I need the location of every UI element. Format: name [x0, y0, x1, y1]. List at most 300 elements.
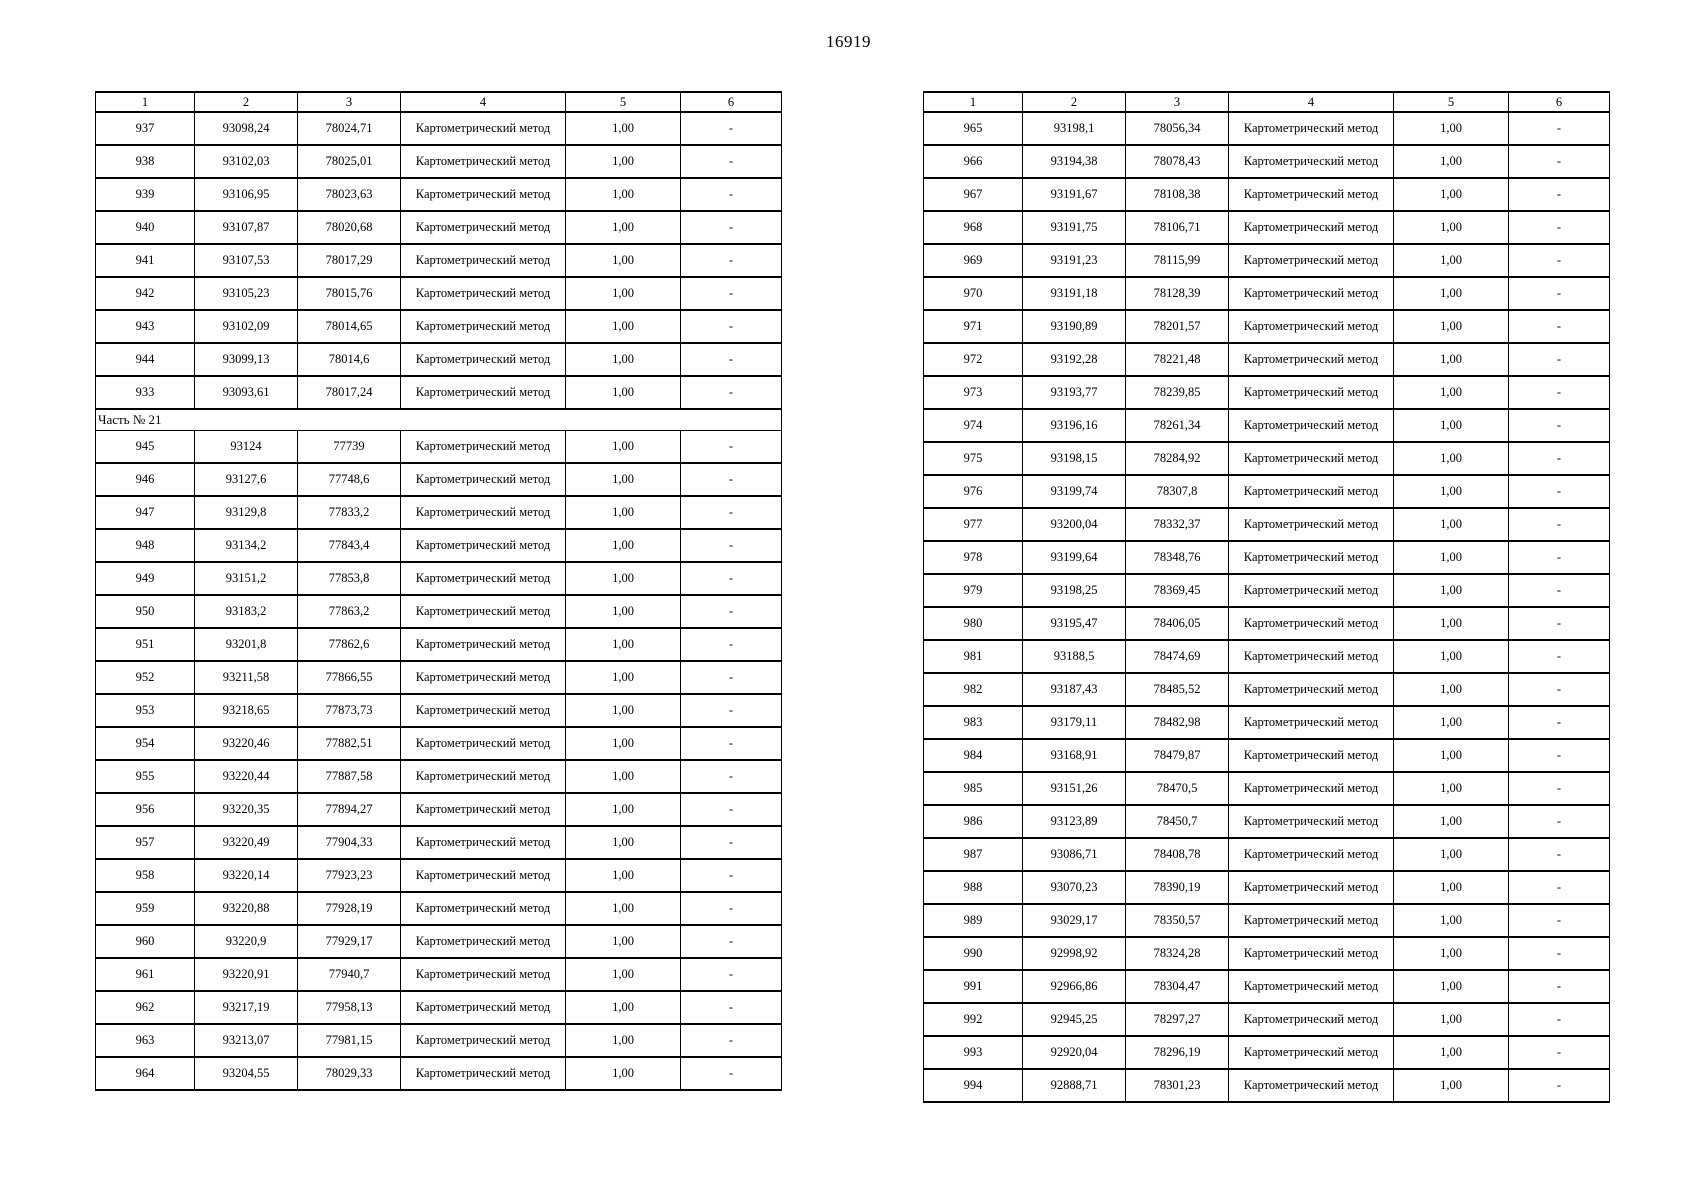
method-cell: Картометрический метод — [1229, 112, 1394, 145]
accuracy-cell: 1,00 — [566, 211, 681, 244]
column-header: 1 — [96, 92, 195, 112]
description-cell: - — [1509, 673, 1610, 706]
point-number-cell: 945 — [96, 431, 195, 464]
table-row — [96, 1024, 782, 1057]
table-row — [924, 937, 1610, 970]
x-coordinate-cell: 93220,44 — [195, 760, 298, 793]
point-number-cell: 983 — [924, 706, 1023, 739]
y-coordinate-cell: 78284,92 — [1126, 442, 1229, 475]
description-cell: - — [681, 343, 782, 376]
page-number: 16919 — [826, 32, 871, 51]
method-cell: Картометрический метод — [1229, 475, 1394, 508]
description-cell: - — [1509, 871, 1610, 904]
accuracy-cell: 1,00 — [566, 145, 681, 178]
y-coordinate-cell: 78479,87 — [1126, 739, 1229, 772]
x-coordinate-cell: 93102,03 — [195, 145, 298, 178]
table-row — [96, 310, 782, 343]
y-coordinate-cell: 77929,17 — [298, 925, 401, 958]
accuracy-cell: 1,00 — [1394, 739, 1509, 772]
description-cell: - — [1509, 640, 1610, 673]
point-number-cell: 965 — [924, 112, 1023, 145]
table-row — [96, 661, 782, 694]
description-cell: - — [1509, 1069, 1610, 1102]
table-row — [96, 925, 782, 958]
x-coordinate-cell: 93199,74 — [1023, 475, 1126, 508]
x-coordinate-cell: 93107,87 — [195, 211, 298, 244]
method-cell: Картометрический метод — [1229, 1003, 1394, 1036]
method-cell: Картометрический метод — [1229, 706, 1394, 739]
description-cell: - — [1509, 970, 1610, 1003]
method-cell: Картометрический метод — [401, 145, 566, 178]
x-coordinate-cell: 93217,19 — [195, 991, 298, 1024]
point-number-cell: 969 — [924, 244, 1023, 277]
table-row — [924, 409, 1610, 442]
description-cell: - — [1509, 805, 1610, 838]
accuracy-cell: 1,00 — [566, 661, 681, 694]
description-cell: - — [681, 760, 782, 793]
description-cell: - — [1509, 1036, 1610, 1069]
method-cell: Картометрический метод — [1229, 1036, 1394, 1069]
y-coordinate-cell: 78078,43 — [1126, 145, 1229, 178]
y-coordinate-cell: 77863,2 — [298, 595, 401, 628]
method-cell: Картометрический метод — [1229, 541, 1394, 574]
description-cell: - — [681, 376, 782, 409]
description-cell: - — [681, 925, 782, 958]
method-cell: Картометрический метод — [1229, 508, 1394, 541]
method-cell: Картометрический метод — [1229, 244, 1394, 277]
y-coordinate-cell: 77853,8 — [298, 562, 401, 595]
point-number-cell: 985 — [924, 772, 1023, 805]
table-row — [96, 1057, 782, 1090]
y-coordinate-cell: 77862,6 — [298, 628, 401, 661]
x-coordinate-cell: 92920,04 — [1023, 1036, 1126, 1069]
table-row — [924, 1036, 1610, 1069]
point-number-cell: 968 — [924, 211, 1023, 244]
method-cell: Картометрический метод — [401, 859, 566, 892]
accuracy-cell: 1,00 — [566, 628, 681, 661]
description-cell: - — [681, 496, 782, 529]
method-cell: Картометрический метод — [401, 310, 566, 343]
point-number-cell: 975 — [924, 442, 1023, 475]
y-coordinate-cell: 77882,51 — [298, 727, 401, 760]
description-cell: - — [1509, 607, 1610, 640]
point-number-cell: 987 — [924, 838, 1023, 871]
method-cell: Картометрический метод — [401, 562, 566, 595]
point-number-cell: 966 — [924, 145, 1023, 178]
table-row — [924, 805, 1610, 838]
method-cell: Картометрический метод — [1229, 904, 1394, 937]
accuracy-cell: 1,00 — [1394, 211, 1509, 244]
section-label: Часть № 21 — [96, 409, 782, 431]
column-header: 2 — [1023, 92, 1126, 112]
accuracy-cell: 1,00 — [566, 244, 681, 277]
method-cell: Картометрический метод — [401, 661, 566, 694]
method-cell: Картометрический метод — [401, 760, 566, 793]
method-cell: Картометрический метод — [401, 826, 566, 859]
table-row — [924, 376, 1610, 409]
table-row — [96, 958, 782, 991]
method-cell: Картометрический метод — [1229, 739, 1394, 772]
description-cell: - — [681, 958, 782, 991]
table-row — [96, 694, 782, 727]
point-number-cell: 977 — [924, 508, 1023, 541]
description-cell: - — [681, 463, 782, 496]
description-cell: - — [1509, 475, 1610, 508]
table-row — [96, 343, 782, 376]
point-number-cell: 939 — [96, 178, 195, 211]
description-cell: - — [681, 562, 782, 595]
y-coordinate-cell: 78324,28 — [1126, 937, 1229, 970]
y-coordinate-cell: 78307,8 — [1126, 475, 1229, 508]
y-coordinate-cell: 77940,7 — [298, 958, 401, 991]
y-coordinate-cell: 78297,27 — [1126, 1003, 1229, 1036]
table-row — [924, 574, 1610, 607]
table-row — [96, 595, 782, 628]
column-header: 5 — [566, 92, 681, 112]
description-cell: - — [681, 244, 782, 277]
table-row — [96, 277, 782, 310]
column-header: 1 — [924, 92, 1023, 112]
table-row — [96, 463, 782, 496]
y-coordinate-cell: 78296,19 — [1126, 1036, 1229, 1069]
table-row — [96, 727, 782, 760]
method-cell: Картометрический метод — [401, 925, 566, 958]
method-cell: Картометрический метод — [401, 529, 566, 562]
x-coordinate-cell: 93070,23 — [1023, 871, 1126, 904]
method-cell: Картометрический метод — [1229, 145, 1394, 178]
table-row — [96, 145, 782, 178]
description-cell: - — [1509, 343, 1610, 376]
x-coordinate-cell: 93179,11 — [1023, 706, 1126, 739]
table-row — [924, 607, 1610, 640]
accuracy-cell: 1,00 — [566, 1024, 681, 1057]
description-cell: - — [1509, 211, 1610, 244]
description-cell: - — [1509, 541, 1610, 574]
accuracy-cell: 1,00 — [1394, 310, 1509, 343]
table-row — [924, 310, 1610, 343]
accuracy-cell: 1,00 — [1394, 1036, 1509, 1069]
table-row — [924, 442, 1610, 475]
x-coordinate-cell: 93105,23 — [195, 277, 298, 310]
point-number-cell: 953 — [96, 694, 195, 727]
description-cell: - — [1509, 904, 1610, 937]
column-header: 4 — [1229, 92, 1394, 112]
x-coordinate-cell: 93220,35 — [195, 793, 298, 826]
method-cell: Картометрический метод — [1229, 211, 1394, 244]
x-coordinate-cell: 93107,53 — [195, 244, 298, 277]
point-number-cell: 964 — [96, 1057, 195, 1090]
x-coordinate-cell: 93220,14 — [195, 859, 298, 892]
x-coordinate-cell: 93191,67 — [1023, 178, 1126, 211]
accuracy-cell: 1,00 — [566, 310, 681, 343]
point-number-cell: 974 — [924, 409, 1023, 442]
description-cell: - — [681, 277, 782, 310]
method-cell: Картометрический метод — [401, 112, 566, 145]
accuracy-cell: 1,00 — [566, 1057, 681, 1090]
method-cell: Картометрический метод — [1229, 805, 1394, 838]
x-coordinate-cell: 93086,71 — [1023, 838, 1126, 871]
description-cell: - — [1509, 508, 1610, 541]
y-coordinate-cell: 78029,33 — [298, 1057, 401, 1090]
description-cell: - — [681, 178, 782, 211]
table-row — [96, 760, 782, 793]
method-cell: Картометрический метод — [401, 1057, 566, 1090]
method-cell: Картометрический метод — [1229, 970, 1394, 1003]
method-cell: Картометрический метод — [1229, 772, 1394, 805]
x-coordinate-cell: 93191,18 — [1023, 277, 1126, 310]
x-coordinate-cell: 93201,8 — [195, 628, 298, 661]
x-coordinate-cell: 93193,77 — [1023, 376, 1126, 409]
description-cell: - — [681, 892, 782, 925]
table-row — [96, 826, 782, 859]
accuracy-cell: 1,00 — [1394, 112, 1509, 145]
point-number-cell: 941 — [96, 244, 195, 277]
point-number-cell: 979 — [924, 574, 1023, 607]
method-cell: Картометрический метод — [401, 991, 566, 1024]
description-cell: - — [681, 529, 782, 562]
method-cell: Картометрический метод — [1229, 640, 1394, 673]
method-cell: Картометрический метод — [1229, 343, 1394, 376]
x-coordinate-cell: 93195,47 — [1023, 607, 1126, 640]
y-coordinate-cell: 78015,76 — [298, 277, 401, 310]
y-coordinate-cell: 78408,78 — [1126, 838, 1229, 871]
y-coordinate-cell: 77904,33 — [298, 826, 401, 859]
method-cell: Картометрический метод — [1229, 937, 1394, 970]
accuracy-cell: 1,00 — [566, 694, 681, 727]
point-number-cell: 984 — [924, 739, 1023, 772]
point-number-cell: 937 — [96, 112, 195, 145]
point-number-cell: 980 — [924, 607, 1023, 640]
point-number-cell: 933 — [96, 376, 195, 409]
point-number-cell: 976 — [924, 475, 1023, 508]
x-coordinate-cell: 93196,16 — [1023, 409, 1126, 442]
method-cell: Картометрический метод — [401, 892, 566, 925]
coordinates-table-right — [923, 91, 1610, 1103]
table-row — [96, 211, 782, 244]
table-row — [924, 904, 1610, 937]
y-coordinate-cell: 78108,38 — [1126, 178, 1229, 211]
description-cell: - — [1509, 409, 1610, 442]
method-cell: Картометрический метод — [1229, 376, 1394, 409]
method-cell: Картометрический метод — [1229, 607, 1394, 640]
x-coordinate-cell: 92998,92 — [1023, 937, 1126, 970]
point-number-cell: 963 — [96, 1024, 195, 1057]
accuracy-cell: 1,00 — [1394, 706, 1509, 739]
method-cell: Картометрический метод — [401, 595, 566, 628]
accuracy-cell: 1,00 — [1394, 1069, 1509, 1102]
method-cell: Картометрический метод — [401, 463, 566, 496]
y-coordinate-cell: 77923,23 — [298, 859, 401, 892]
x-coordinate-cell: 93129,8 — [195, 496, 298, 529]
y-coordinate-cell: 78348,76 — [1126, 541, 1229, 574]
point-number-cell: 972 — [924, 343, 1023, 376]
y-coordinate-cell: 78369,45 — [1126, 574, 1229, 607]
column-header: 5 — [1394, 92, 1509, 112]
description-cell: - — [1509, 310, 1610, 343]
x-coordinate-cell: 93106,95 — [195, 178, 298, 211]
y-coordinate-cell: 78014,6 — [298, 343, 401, 376]
point-number-cell: 943 — [96, 310, 195, 343]
method-cell: Картометрический метод — [401, 793, 566, 826]
accuracy-cell: 1,00 — [566, 431, 681, 464]
method-cell: Картометрический метод — [1229, 178, 1394, 211]
point-number-cell: 958 — [96, 859, 195, 892]
method-cell: Картометрический метод — [401, 277, 566, 310]
point-number-cell: 970 — [924, 277, 1023, 310]
y-coordinate-cell: 78406,05 — [1126, 607, 1229, 640]
table-row — [924, 475, 1610, 508]
description-cell: - — [681, 628, 782, 661]
y-coordinate-cell: 78470,5 — [1126, 772, 1229, 805]
point-number-cell: 959 — [96, 892, 195, 925]
table-row — [924, 178, 1610, 211]
accuracy-cell: 1,00 — [566, 178, 681, 211]
x-coordinate-cell: 93102,09 — [195, 310, 298, 343]
description-cell: - — [1509, 112, 1610, 145]
column-header: 3 — [1126, 92, 1229, 112]
method-cell: Картометрический метод — [1229, 277, 1394, 310]
table-row — [96, 793, 782, 826]
y-coordinate-cell: 78474,69 — [1126, 640, 1229, 673]
point-number-cell: 967 — [924, 178, 1023, 211]
y-coordinate-cell: 77748,6 — [298, 463, 401, 496]
y-coordinate-cell: 77981,15 — [298, 1024, 401, 1057]
accuracy-cell: 1,00 — [566, 958, 681, 991]
y-coordinate-cell: 78301,23 — [1126, 1069, 1229, 1102]
description-cell: - — [681, 859, 782, 892]
description-cell: - — [681, 431, 782, 464]
method-cell: Картометрический метод — [401, 496, 566, 529]
column-header: 4 — [401, 92, 566, 112]
accuracy-cell: 1,00 — [1394, 442, 1509, 475]
accuracy-cell: 1,00 — [1394, 541, 1509, 574]
description-cell: - — [681, 595, 782, 628]
x-coordinate-cell: 93188,5 — [1023, 640, 1126, 673]
description-cell: - — [1509, 838, 1610, 871]
description-cell: - — [681, 793, 782, 826]
accuracy-cell: 1,00 — [1394, 1003, 1509, 1036]
y-coordinate-cell: 78390,19 — [1126, 871, 1229, 904]
y-coordinate-cell: 78024,71 — [298, 112, 401, 145]
table-row — [96, 628, 782, 661]
x-coordinate-cell: 93134,2 — [195, 529, 298, 562]
description-cell: - — [681, 211, 782, 244]
y-coordinate-cell: 77894,27 — [298, 793, 401, 826]
table-row — [924, 112, 1610, 145]
column-header: 6 — [1509, 92, 1610, 112]
point-number-cell: 960 — [96, 925, 195, 958]
accuracy-cell: 1,00 — [1394, 805, 1509, 838]
coordinates-table-left — [95, 91, 782, 1091]
table-row — [924, 343, 1610, 376]
point-number-cell: 961 — [96, 958, 195, 991]
table-row — [924, 211, 1610, 244]
point-number-cell: 994 — [924, 1069, 1023, 1102]
x-coordinate-cell: 92966,86 — [1023, 970, 1126, 1003]
x-coordinate-cell: 93127,6 — [195, 463, 298, 496]
column-header: 2 — [195, 92, 298, 112]
table-row — [96, 431, 782, 464]
x-coordinate-cell: 93191,75 — [1023, 211, 1126, 244]
method-cell: Картометрический метод — [1229, 442, 1394, 475]
x-coordinate-cell: 93151,2 — [195, 562, 298, 595]
x-coordinate-cell: 92888,71 — [1023, 1069, 1126, 1102]
x-coordinate-cell: 93198,25 — [1023, 574, 1126, 607]
accuracy-cell: 1,00 — [566, 760, 681, 793]
accuracy-cell: 1,00 — [566, 112, 681, 145]
description-cell: - — [1509, 145, 1610, 178]
table-row — [924, 838, 1610, 871]
table-row — [924, 706, 1610, 739]
x-coordinate-cell: 93198,1 — [1023, 112, 1126, 145]
point-number-cell: 988 — [924, 871, 1023, 904]
table-row — [924, 772, 1610, 805]
accuracy-cell: 1,00 — [1394, 178, 1509, 211]
x-coordinate-cell: 93220,49 — [195, 826, 298, 859]
y-coordinate-cell: 77843,4 — [298, 529, 401, 562]
section-row — [96, 409, 782, 431]
y-coordinate-cell: 78201,57 — [1126, 310, 1229, 343]
point-number-cell: 948 — [96, 529, 195, 562]
point-number-cell: 957 — [96, 826, 195, 859]
table-row — [96, 562, 782, 595]
point-number-cell: 982 — [924, 673, 1023, 706]
accuracy-cell: 1,00 — [566, 277, 681, 310]
column-header: 6 — [681, 92, 782, 112]
table-row — [924, 871, 1610, 904]
method-cell: Картометрический метод — [1229, 574, 1394, 607]
accuracy-cell: 1,00 — [1394, 277, 1509, 310]
accuracy-cell: 1,00 — [566, 925, 681, 958]
accuracy-cell: 1,00 — [566, 562, 681, 595]
accuracy-cell: 1,00 — [1394, 838, 1509, 871]
x-coordinate-cell: 93093,61 — [195, 376, 298, 409]
accuracy-cell: 1,00 — [1394, 904, 1509, 937]
table-row — [96, 496, 782, 529]
x-coordinate-cell: 93200,04 — [1023, 508, 1126, 541]
x-coordinate-cell: 93098,24 — [195, 112, 298, 145]
description-cell: - — [681, 1024, 782, 1057]
point-number-cell: 993 — [924, 1036, 1023, 1069]
x-coordinate-cell: 93190,89 — [1023, 310, 1126, 343]
description-cell: - — [1509, 739, 1610, 772]
point-number-cell: 951 — [96, 628, 195, 661]
x-coordinate-cell: 93199,64 — [1023, 541, 1126, 574]
accuracy-cell: 1,00 — [566, 463, 681, 496]
y-coordinate-cell: 78017,29 — [298, 244, 401, 277]
method-cell: Картометрический метод — [1229, 673, 1394, 706]
point-number-cell: 990 — [924, 937, 1023, 970]
y-coordinate-cell: 78261,34 — [1126, 409, 1229, 442]
x-coordinate-cell: 93220,9 — [195, 925, 298, 958]
description-cell: - — [1509, 277, 1610, 310]
y-coordinate-cell: 77866,55 — [298, 661, 401, 694]
y-coordinate-cell: 78332,37 — [1126, 508, 1229, 541]
accuracy-cell: 1,00 — [1394, 772, 1509, 805]
x-coordinate-cell: 93220,91 — [195, 958, 298, 991]
method-cell: Картометрический метод — [401, 727, 566, 760]
point-number-cell: 949 — [96, 562, 195, 595]
x-coordinate-cell: 92945,25 — [1023, 1003, 1126, 1036]
x-coordinate-cell: 93198,15 — [1023, 442, 1126, 475]
method-cell: Картометрический метод — [401, 178, 566, 211]
point-number-cell: 955 — [96, 760, 195, 793]
y-coordinate-cell: 78350,57 — [1126, 904, 1229, 937]
x-coordinate-cell: 93220,88 — [195, 892, 298, 925]
point-number-cell: 952 — [96, 661, 195, 694]
table-row — [924, 277, 1610, 310]
accuracy-cell: 1,00 — [1394, 145, 1509, 178]
